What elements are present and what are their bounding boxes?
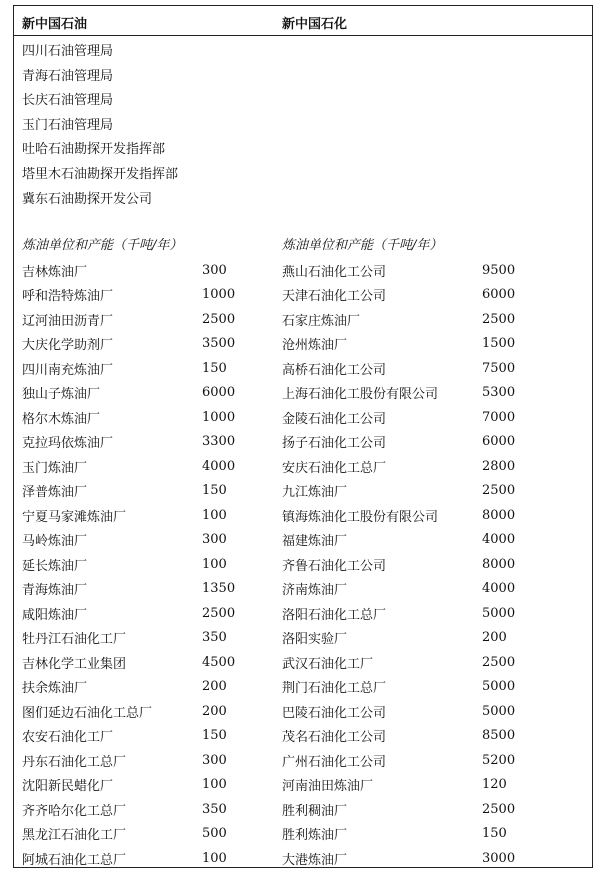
left-refinery-name: 丹东石油化工总厂 [22,754,127,770]
right-refinery-capacity: 8000 [482,556,516,572]
bureau-item: 塔里木石油勘探开发指挥部 [22,166,179,182]
right-refinery-capacity: 150 [482,826,507,842]
right-refinery-name: 河南油田炼油厂 [282,779,374,795]
left-refinery-capacity: 500 [202,826,227,842]
left-refinery-capacity: 200 [202,703,227,719]
right-refinery-name: 武汉石油化工厂 [282,656,374,672]
table-row [14,332,572,357]
left-refinery-capacity: 100 [202,850,227,866]
left-refinery-name: 四川南充炼油厂 [22,362,114,378]
left-refinery-capacity: 150 [202,728,227,744]
left-refinery-name: 青海炼油厂 [22,583,88,599]
right-refinery-name: 天津石油化工公司 [282,289,387,305]
table-row [14,773,572,798]
right-refinery-name: 沧州炼油厂 [282,338,348,354]
right-refinery-capacity: 4000 [482,532,516,548]
right-refinery-name: 安庆石油化工总厂 [282,460,387,476]
document-frame [13,5,593,868]
right-refinery-name: 上海石油化工股份有限公司 [282,387,439,403]
left-refinery-name: 宁夏马家滩炼油厂 [22,509,127,525]
bureau-item: 长庆石油管理局 [22,93,114,109]
left-refinery-capacity: 1000 [202,287,236,303]
header-left-title: 新中国石油 [22,17,88,32]
right-refinery-capacity: 4000 [482,581,516,597]
left-refinery-capacity: 350 [202,801,227,817]
right-refinery-name: 大港炼油厂 [282,852,348,868]
table-row [14,552,572,577]
table-row [14,650,572,675]
right-refinery-capacity: 1500 [482,336,516,352]
left-refinery-capacity: 4500 [202,654,236,670]
table-row [14,503,572,528]
right-refinery-capacity: 9500 [482,262,516,278]
left-refinery-name: 扶余炼油厂 [22,681,88,697]
table-row [14,675,572,700]
left-refinery-name: 阿城石油化工总厂 [22,852,127,868]
right-refinery-capacity: 2500 [482,654,516,670]
right-refinery-capacity: 5000 [482,703,516,719]
right-refinery-name: 茂名石油化工公司 [282,730,387,746]
bureau-item: 四川石油管理局 [22,44,114,59]
table-row [14,307,572,332]
right-refinery-name: 石家庄炼油厂 [282,313,361,329]
left-refinery-name: 图们延边石油化工总厂 [22,705,153,721]
left-refinery-name: 泽普炼油厂 [22,485,88,501]
right-refinery-capacity: 8500 [482,728,516,744]
left-refinery-capacity: 100 [202,777,227,793]
left-refinery-capacity: 100 [202,507,227,523]
table-row [14,699,572,724]
bureau-list [22,40,178,212]
right-refinery-capacity: 6000 [482,434,516,450]
left-refinery-capacity: 100 [202,556,227,572]
bureau-item: 青海石油管理局 [22,68,114,84]
table-row [14,381,572,406]
right-refinery-capacity: 2500 [482,311,516,327]
left-refinery-capacity: 200 [202,679,227,695]
bureau-item: 玉门石油管理局 [22,117,114,133]
right-refinery-capacity: 7000 [482,409,516,425]
right-refinery-name: 荆门石油化工总厂 [282,681,387,697]
right-refinery-capacity: 3000 [482,850,516,866]
right-refinery-capacity: 7500 [482,360,516,376]
left-refinery-name: 辽河油田沥青厂 [22,313,114,329]
right-refinery-capacity: 5300 [482,385,516,401]
table-row [14,430,572,455]
table-row [14,822,572,847]
right-refinery-name: 济南炼油厂 [282,583,348,599]
left-refinery-name: 吉林化学工业集团 [22,656,127,672]
left-refinery-name: 黑龙江石油化工厂 [22,828,127,844]
right-refinery-capacity: 2500 [482,483,516,499]
left-refinery-capacity: 4000 [202,458,236,474]
left-refinery-name: 沈阳新民蜡化厂 [22,779,114,795]
left-refinery-capacity: 300 [202,752,227,768]
left-refinery-name: 大庆化学助剂厂 [22,338,114,354]
table-row [14,283,572,308]
left-refinery-capacity: 150 [202,360,227,376]
left-refinery-capacity: 3500 [202,336,236,352]
refinery-table [14,258,572,871]
right-refinery-name: 齐鲁石油化工公司 [282,558,387,574]
left-refinery-capacity: 1350 [202,581,236,597]
table-row [14,356,572,381]
table-row [14,601,572,626]
right-refinery-capacity: 8000 [482,507,516,523]
left-refinery-name: 咸阳炼油厂 [22,607,88,623]
table-row [14,577,572,602]
table-row [14,626,572,651]
table-row [14,258,572,283]
table-row [14,797,572,822]
left-refinery-capacity: 150 [202,483,227,499]
left-refinery-name: 玉门炼油厂 [22,460,88,476]
right-refinery-name: 洛阳石油化工总厂 [282,607,387,623]
left-refinery-name: 农安石油化工厂 [22,730,114,746]
header-right-title: 新中国石化 [282,17,348,32]
section-title-right: 炼油单位和产能（千吨/年） [282,238,443,253]
left-refinery-capacity: 3300 [202,434,236,450]
right-refinery-capacity: 2500 [482,801,516,817]
table-row [14,454,572,479]
right-refinery-name: 福建炼油厂 [282,534,348,550]
right-refinery-capacity: 120 [482,777,507,793]
right-refinery-capacity: 5000 [482,679,516,695]
left-refinery-capacity: 1000 [202,409,236,425]
header-row [14,6,592,36]
right-refinery-capacity: 2800 [482,458,516,474]
right-refinery-capacity: 5200 [482,752,516,768]
left-refinery-name: 克拉玛依炼油厂 [22,436,114,452]
left-refinery-capacity: 350 [202,630,227,646]
left-refinery-capacity: 2500 [202,605,236,621]
table-row [14,846,572,871]
left-refinery-name: 齐齐哈尔化工总厂 [22,803,127,819]
left-refinery-name: 马岭炼油厂 [22,534,88,550]
right-refinery-name: 金陵石油化工公司 [282,411,387,427]
left-refinery-name: 延长炼油厂 [22,558,88,574]
right-refinery-name: 胜利炼油厂 [282,828,348,844]
left-refinery-capacity: 300 [202,262,227,278]
left-refinery-capacity: 300 [202,532,227,548]
right-refinery-name: 胜利稠油厂 [282,803,348,819]
table-row [14,748,572,773]
left-refinery-name: 呼和浩特炼油厂 [22,289,114,305]
right-refinery-name: 九江炼油厂 [282,485,348,501]
table-row [14,405,572,430]
right-refinery-capacity: 5000 [482,605,516,621]
bureau-item: 吐哈石油勘探开发指挥部 [22,142,166,158]
left-refinery-capacity: 6000 [202,385,236,401]
right-refinery-name: 高桥石油化工公司 [282,362,387,378]
right-refinery-name: 镇海炼油化工股份有限公司 [282,509,439,525]
right-refinery-name: 燕山石油化工公司 [282,264,387,280]
section-title-left: 炼油单位和产能（千吨/年） [22,238,183,253]
right-refinery-capacity: 6000 [482,287,516,303]
right-refinery-name: 巴陵石油化工公司 [282,705,387,721]
table-row [14,479,572,504]
left-refinery-name: 独山子炼油厂 [22,387,101,403]
table-row [14,724,572,749]
right-refinery-name: 扬子石油化工公司 [282,436,387,452]
left-refinery-name: 格尔木炼油厂 [22,411,101,427]
right-refinery-capacity: 200 [482,630,507,646]
left-refinery-name: 牡丹江石油化工厂 [22,632,127,648]
bureau-item: 冀东石油勘探开发公司 [22,191,153,207]
table-row [14,528,572,553]
right-refinery-name: 广州石油化工公司 [282,754,387,770]
left-refinery-name: 吉林炼油厂 [22,264,88,280]
left-refinery-capacity: 2500 [202,311,236,327]
right-refinery-name: 洛阳实验厂 [282,632,348,648]
